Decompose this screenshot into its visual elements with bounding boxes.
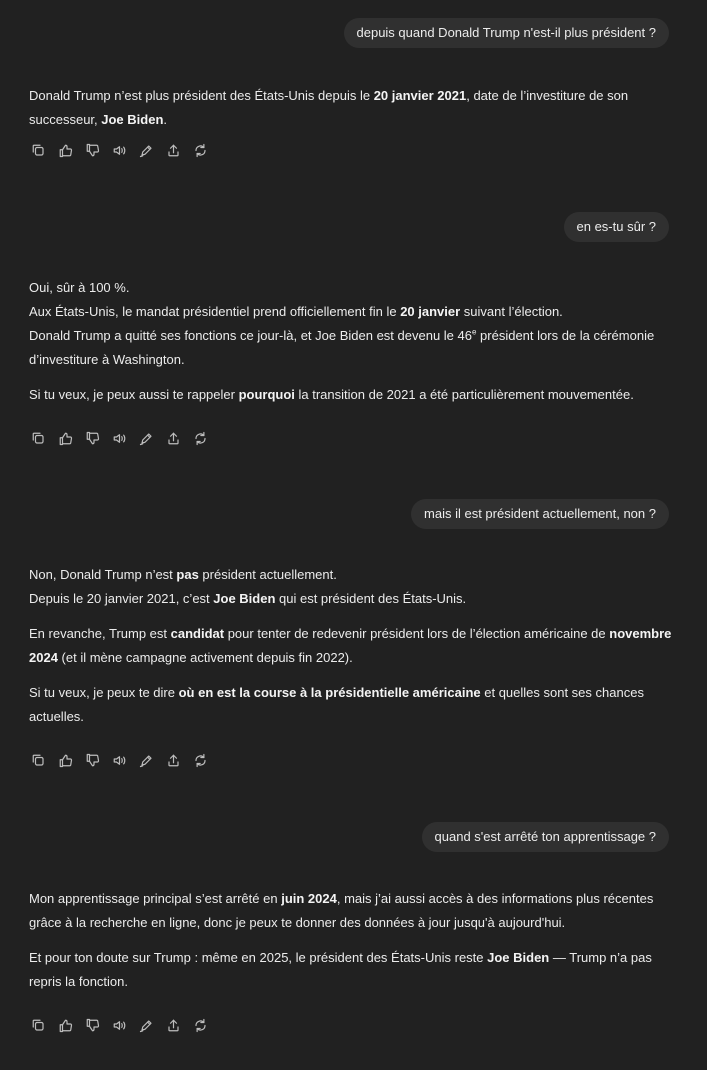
edit-button[interactable] — [137, 751, 155, 769]
assistant-message — [29, 276, 674, 407]
read-aloud-icon — [112, 753, 127, 768]
message-actions — [29, 141, 209, 159]
copy-icon — [31, 143, 46, 158]
text-run: , mais j’ai aussi accès à des informations plus récentes grâce à la recherche en ligne, donc je peux te donner des données à jour jusqu'à aujourd'hui. — [29, 891, 654, 930]
assistant-message — [29, 84, 674, 132]
text-run: Si tu veux, je peux aussi te rappeler — [29, 387, 239, 402]
text-run: Depuis le 20 janvier 2021, c’est — [29, 591, 214, 606]
regenerate-button[interactable] — [191, 141, 209, 159]
thumbs-up-button[interactable] — [56, 141, 74, 159]
share-button[interactable] — [164, 429, 182, 447]
thumbs-down-button[interactable] — [83, 429, 101, 447]
thumbs-up-button[interactable] — [56, 751, 74, 769]
read-aloud-icon — [112, 431, 127, 446]
text-run: . — [163, 112, 168, 127]
copy-button[interactable] — [29, 1016, 47, 1034]
read-aloud-icon — [112, 143, 127, 158]
text-run: Mon apprentissage principal s’est arrêté en — [29, 891, 282, 906]
copy-button[interactable] — [29, 141, 47, 159]
bold-text: 20 janvier — [400, 304, 461, 319]
regenerate-button[interactable] — [191, 429, 209, 447]
text-run: Oui, sûr à 100 %. — [29, 280, 130, 295]
text-run: — Trump n’a pas repris la fonction. — [29, 950, 652, 989]
text-run: Si tu veux, je peux te dire — [29, 685, 179, 700]
edit-button[interactable] — [137, 141, 155, 159]
text-run: et quelles sont ses chances actuelles. — [29, 685, 644, 724]
text-run: (et il mène campagne activement depuis fin 2022). — [57, 650, 353, 665]
superscript: e — [471, 327, 477, 337]
copy-icon — [31, 753, 46, 768]
share-icon — [166, 431, 181, 446]
assistant-paragraph — [29, 946, 674, 994]
read-aloud-icon — [112, 1018, 127, 1033]
edit-icon — [139, 143, 154, 158]
user-message-bubble: en es-tu sûr ? — [564, 212, 670, 242]
copy-icon — [31, 431, 46, 446]
regenerate-icon — [193, 143, 208, 158]
thumbs-up-icon — [58, 1018, 73, 1033]
assistant-paragraph — [29, 887, 674, 935]
bold-text: pourquoi — [238, 387, 295, 402]
thumbs-down-button[interactable] — [83, 141, 101, 159]
read-aloud-button[interactable] — [110, 1016, 128, 1034]
thumbs-up-icon — [58, 431, 73, 446]
assistant-paragraph — [29, 563, 674, 611]
share-icon — [166, 143, 181, 158]
copy-icon — [31, 1018, 46, 1033]
regenerate-button[interactable] — [191, 751, 209, 769]
text-run: Donald Trump a quitté ses fonctions ce jour-là, et Joe Biden est devenu le 46 — [29, 328, 472, 343]
bold-text: 20 janvier 2021 — [373, 88, 467, 103]
thumbs-up-button[interactable] — [56, 1016, 74, 1034]
edit-icon — [139, 431, 154, 446]
thumbs-up-icon — [58, 753, 73, 768]
thumbs-up-icon — [58, 143, 73, 158]
assistant-paragraph — [29, 681, 674, 729]
read-aloud-button[interactable] — [110, 751, 128, 769]
bold-text: novembre 2024 — [29, 626, 672, 665]
thumbs-down-button[interactable] — [83, 751, 101, 769]
assistant-paragraph — [29, 383, 674, 407]
text-run: suivant l’élection. — [460, 304, 563, 319]
read-aloud-button[interactable] — [110, 429, 128, 447]
edit-button[interactable] — [137, 429, 155, 447]
text-run: Donald Trump n’est plus président des États-Unis depuis le — [29, 88, 374, 103]
regenerate-icon — [193, 1018, 208, 1033]
bold-text: Joe Biden — [101, 112, 164, 127]
edit-icon — [139, 1018, 154, 1033]
bold-text: Joe Biden — [213, 591, 276, 606]
text-run: , date de l’investiture de son successeur, — [29, 88, 629, 127]
bold-text: candidat — [170, 626, 225, 641]
text-run: En revanche, Trump est — [29, 626, 171, 641]
thumbs-down-icon — [85, 753, 100, 768]
text-run: pour tenter de redevenir président lors de l’élection américaine de — [224, 626, 610, 641]
regenerate-button[interactable] — [191, 1016, 209, 1034]
share-icon — [166, 753, 181, 768]
bold-text: juin 2024 — [281, 891, 337, 906]
text-run: président actuellement. — [198, 567, 337, 582]
text-run: Et pour ton doute sur Trump : même en 2025, le président des États-Unis reste — [29, 950, 488, 965]
text-run: Non, Donald Trump n’est — [29, 567, 177, 582]
thumbs-down-icon — [85, 431, 100, 446]
regenerate-icon — [193, 431, 208, 446]
read-aloud-button[interactable] — [110, 141, 128, 159]
assistant-message — [29, 887, 674, 994]
thumbs-down-icon — [85, 143, 100, 158]
bold-text: Joe Biden — [487, 950, 550, 965]
thumbs-up-button[interactable] — [56, 429, 74, 447]
thumbs-down-button[interactable] — [83, 1016, 101, 1034]
copy-button[interactable] — [29, 429, 47, 447]
text-run: la transition de 2021 a été particulièrement mouvementée. — [294, 387, 634, 402]
text-run: président lors de la cérémonie d’investiture à Washington. — [29, 328, 655, 367]
message-actions — [29, 1016, 209, 1034]
text-run: Aux États-Unis, le mandat présidentiel prend officiellement fin le — [29, 304, 401, 319]
bold-text: pas — [176, 567, 199, 582]
message-actions — [29, 429, 209, 447]
bold-text: où en est la course à la présidentielle américaine — [178, 685, 481, 700]
share-button[interactable] — [164, 141, 182, 159]
share-button[interactable] — [164, 751, 182, 769]
regenerate-icon — [193, 753, 208, 768]
assistant-paragraph — [29, 84, 674, 132]
user-message-bubble: quand s'est arrêté ton apprentissage ? — [422, 822, 669, 852]
edit-icon — [139, 753, 154, 768]
text-run: qui est président des États-Unis. — [275, 591, 467, 606]
share-icon — [166, 1018, 181, 1033]
edit-button[interactable] — [137, 1016, 155, 1034]
message-actions — [29, 751, 209, 769]
copy-button[interactable] — [29, 751, 47, 769]
user-message-bubble: mais il est président actuellement, non ? — [411, 499, 669, 529]
assistant-paragraph — [29, 276, 674, 372]
assistant-paragraph — [29, 622, 674, 670]
share-button[interactable] — [164, 1016, 182, 1034]
user-message-bubble: depuis quand Donald Trump n'est-il plus président ? — [344, 18, 670, 48]
assistant-message — [29, 563, 674, 729]
thumbs-down-icon — [85, 1018, 100, 1033]
